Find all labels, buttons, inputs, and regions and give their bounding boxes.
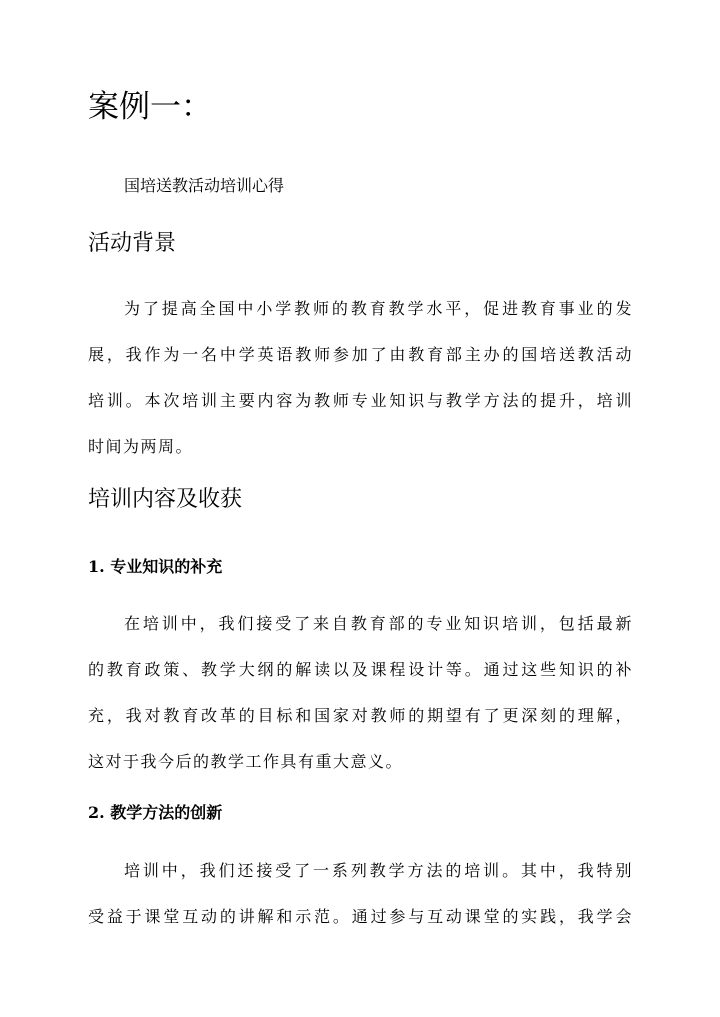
paragraph-line: 培训中，我们还接受了一系列教学方法的培训。其中，我特别 <box>124 861 633 880</box>
paragraph-line: 展，我作为一名中学英语教师参加了由教育部主办的国培送教活动 <box>88 345 633 364</box>
paragraph-background <box>88 286 633 470</box>
section-heading-training: 培训内容及收获 <box>88 487 243 512</box>
document-subtitle: 国培送教活动培训心得 <box>124 176 285 195</box>
paragraph-line: 培训。本次培训主要内容为教师专业知识与教学方法的提升，培训 <box>88 391 633 410</box>
paragraph-line: 这对于我今后的教学工作具有重大意义。 <box>88 752 404 771</box>
section-heading-background: 活动背景 <box>88 231 177 256</box>
subsection-heading-knowledge: 1. 专业知识的补充 <box>88 557 223 576</box>
paragraph-methods <box>88 848 633 940</box>
paragraph-line: 的教育政策、教学大纲的解读以及课程设计等。通过这些知识的补 <box>88 660 633 679</box>
subsection-heading-methods: 2. 教学方法的创新 <box>88 803 223 822</box>
paragraph-line: 为了提高全国中小学教师的教育教学水平，促进教育事业的发 <box>124 299 633 318</box>
paragraph-line: 时间为两周。 <box>88 437 194 456</box>
paragraph-line: 受益于课堂互动的讲解和示范。通过参与互动课堂的实践，我学会 <box>88 907 633 926</box>
paragraph-knowledge <box>88 601 633 785</box>
document-title: 案例一： <box>88 89 212 125</box>
paragraph-line: 充，我对教育改革的目标和国家对教师的期望有了更深刻的理解， <box>88 706 633 725</box>
paragraph-line: 在培训中，我们接受了来自教育部的专业知识培训，包括最新 <box>124 614 633 633</box>
